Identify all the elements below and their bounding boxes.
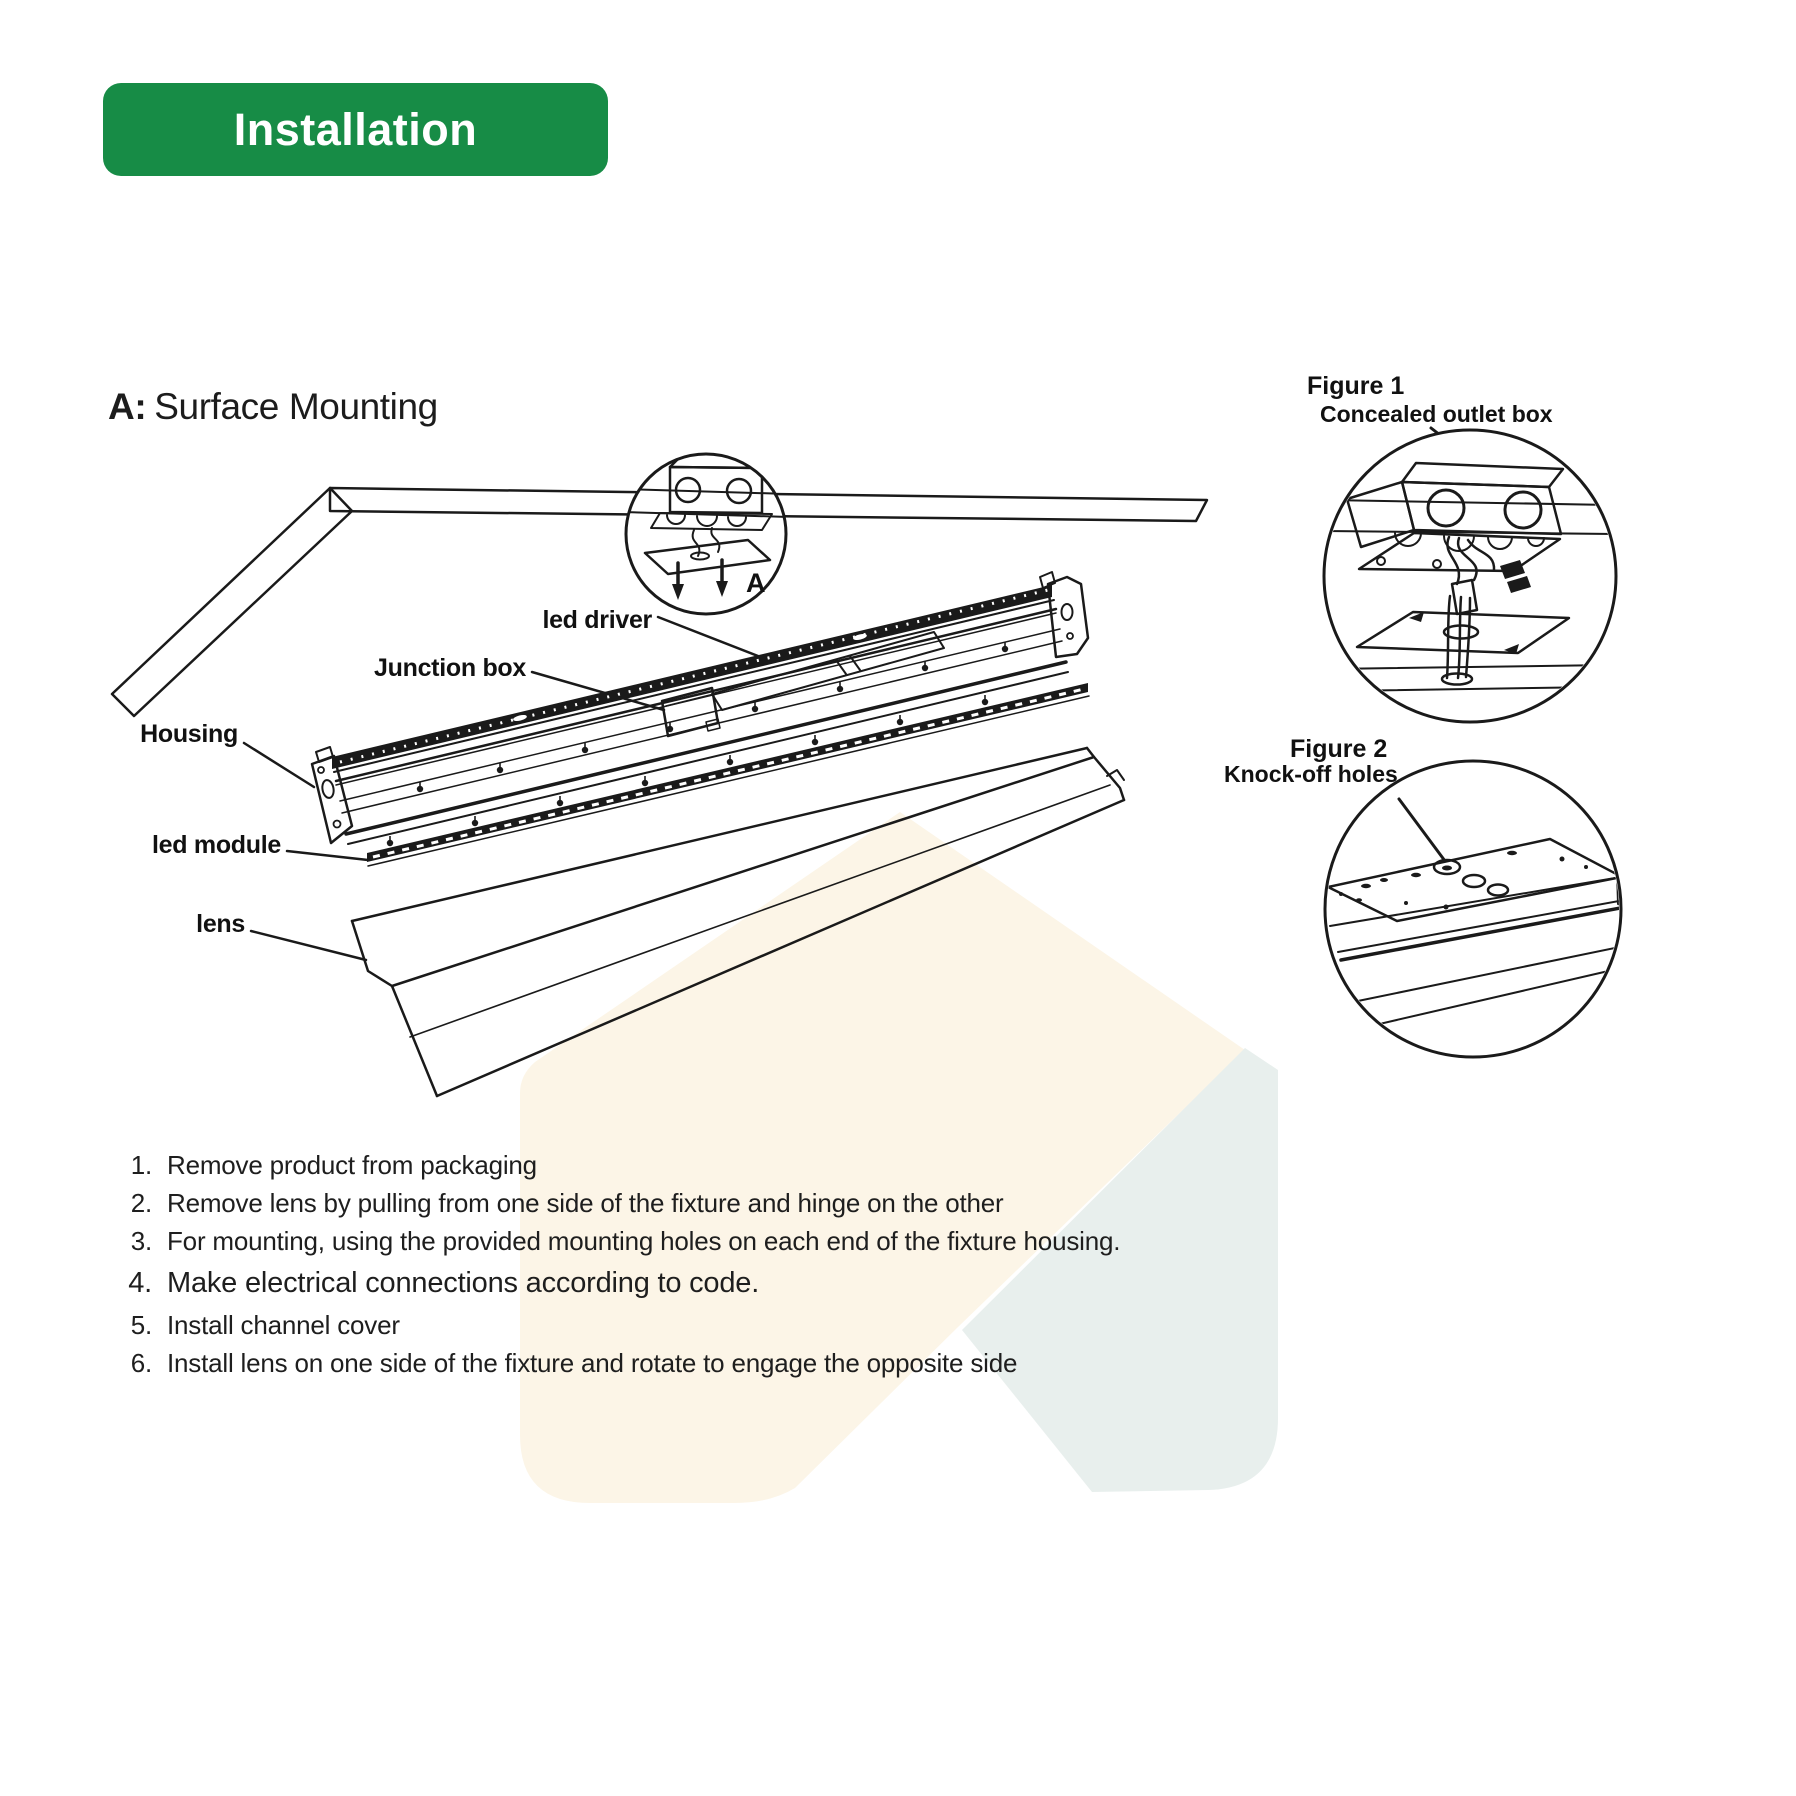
installation-steps-list	[122, 1146, 1322, 1382]
step-item-1	[122, 1146, 1322, 1184]
step-item-4	[122, 1260, 1322, 1306]
label-led-module: led module	[152, 831, 281, 859]
figure-2-title: Figure 2	[1290, 735, 1388, 763]
step-item-5	[122, 1306, 1322, 1344]
installation-badge-label: Installation	[233, 103, 478, 155]
step-text: For mounting, using the provided mounting holes on each end of the fixture housing.	[167, 1226, 1121, 1256]
led-module-drawing	[367, 683, 1089, 866]
step-text: Remove lens by pulling from one side of the fixture and hinge on the other	[167, 1188, 1004, 1218]
step-number: 1.	[130, 1150, 152, 1180]
section-heading	[108, 386, 438, 428]
step-number: 6.	[130, 1348, 152, 1378]
label-lens: lens	[196, 910, 245, 938]
figure-2-drawing	[1325, 761, 1634, 1057]
figure-1-caption: Concealed outlet box	[1320, 401, 1553, 427]
step-text: Make electrical connections according to code.	[167, 1267, 760, 1299]
step-item-2	[122, 1184, 1322, 1222]
step-text: Install lens on one side of the fixture and rotate to engage the opposite side	[167, 1348, 1018, 1378]
step-number: 2.	[130, 1188, 152, 1218]
detail-marker-a: A	[746, 568, 766, 598]
figure-2-caption: Knock-off holes	[1224, 761, 1398, 787]
installation-badge	[103, 83, 608, 176]
step-text: Install channel cover	[167, 1310, 400, 1340]
detail-callout-circle	[622, 450, 790, 614]
figure-1-title: Figure 1	[1307, 372, 1405, 400]
label-led-driver: led driver	[542, 606, 652, 634]
step-item-6	[122, 1344, 1322, 1382]
step-number: 3.	[130, 1226, 152, 1256]
step-text: Remove product from packaging	[167, 1150, 537, 1180]
figure-1-drawing	[1324, 428, 1616, 722]
label-junction-box: Junction box	[374, 654, 526, 682]
section-heading-title: Surface Mounting	[154, 386, 438, 427]
step-item-3	[122, 1222, 1322, 1260]
step-number: 5.	[130, 1310, 152, 1340]
label-housing: Housing	[140, 720, 238, 748]
section-heading-prefix: A:	[108, 386, 147, 427]
step-number: 4.	[128, 1267, 152, 1299]
